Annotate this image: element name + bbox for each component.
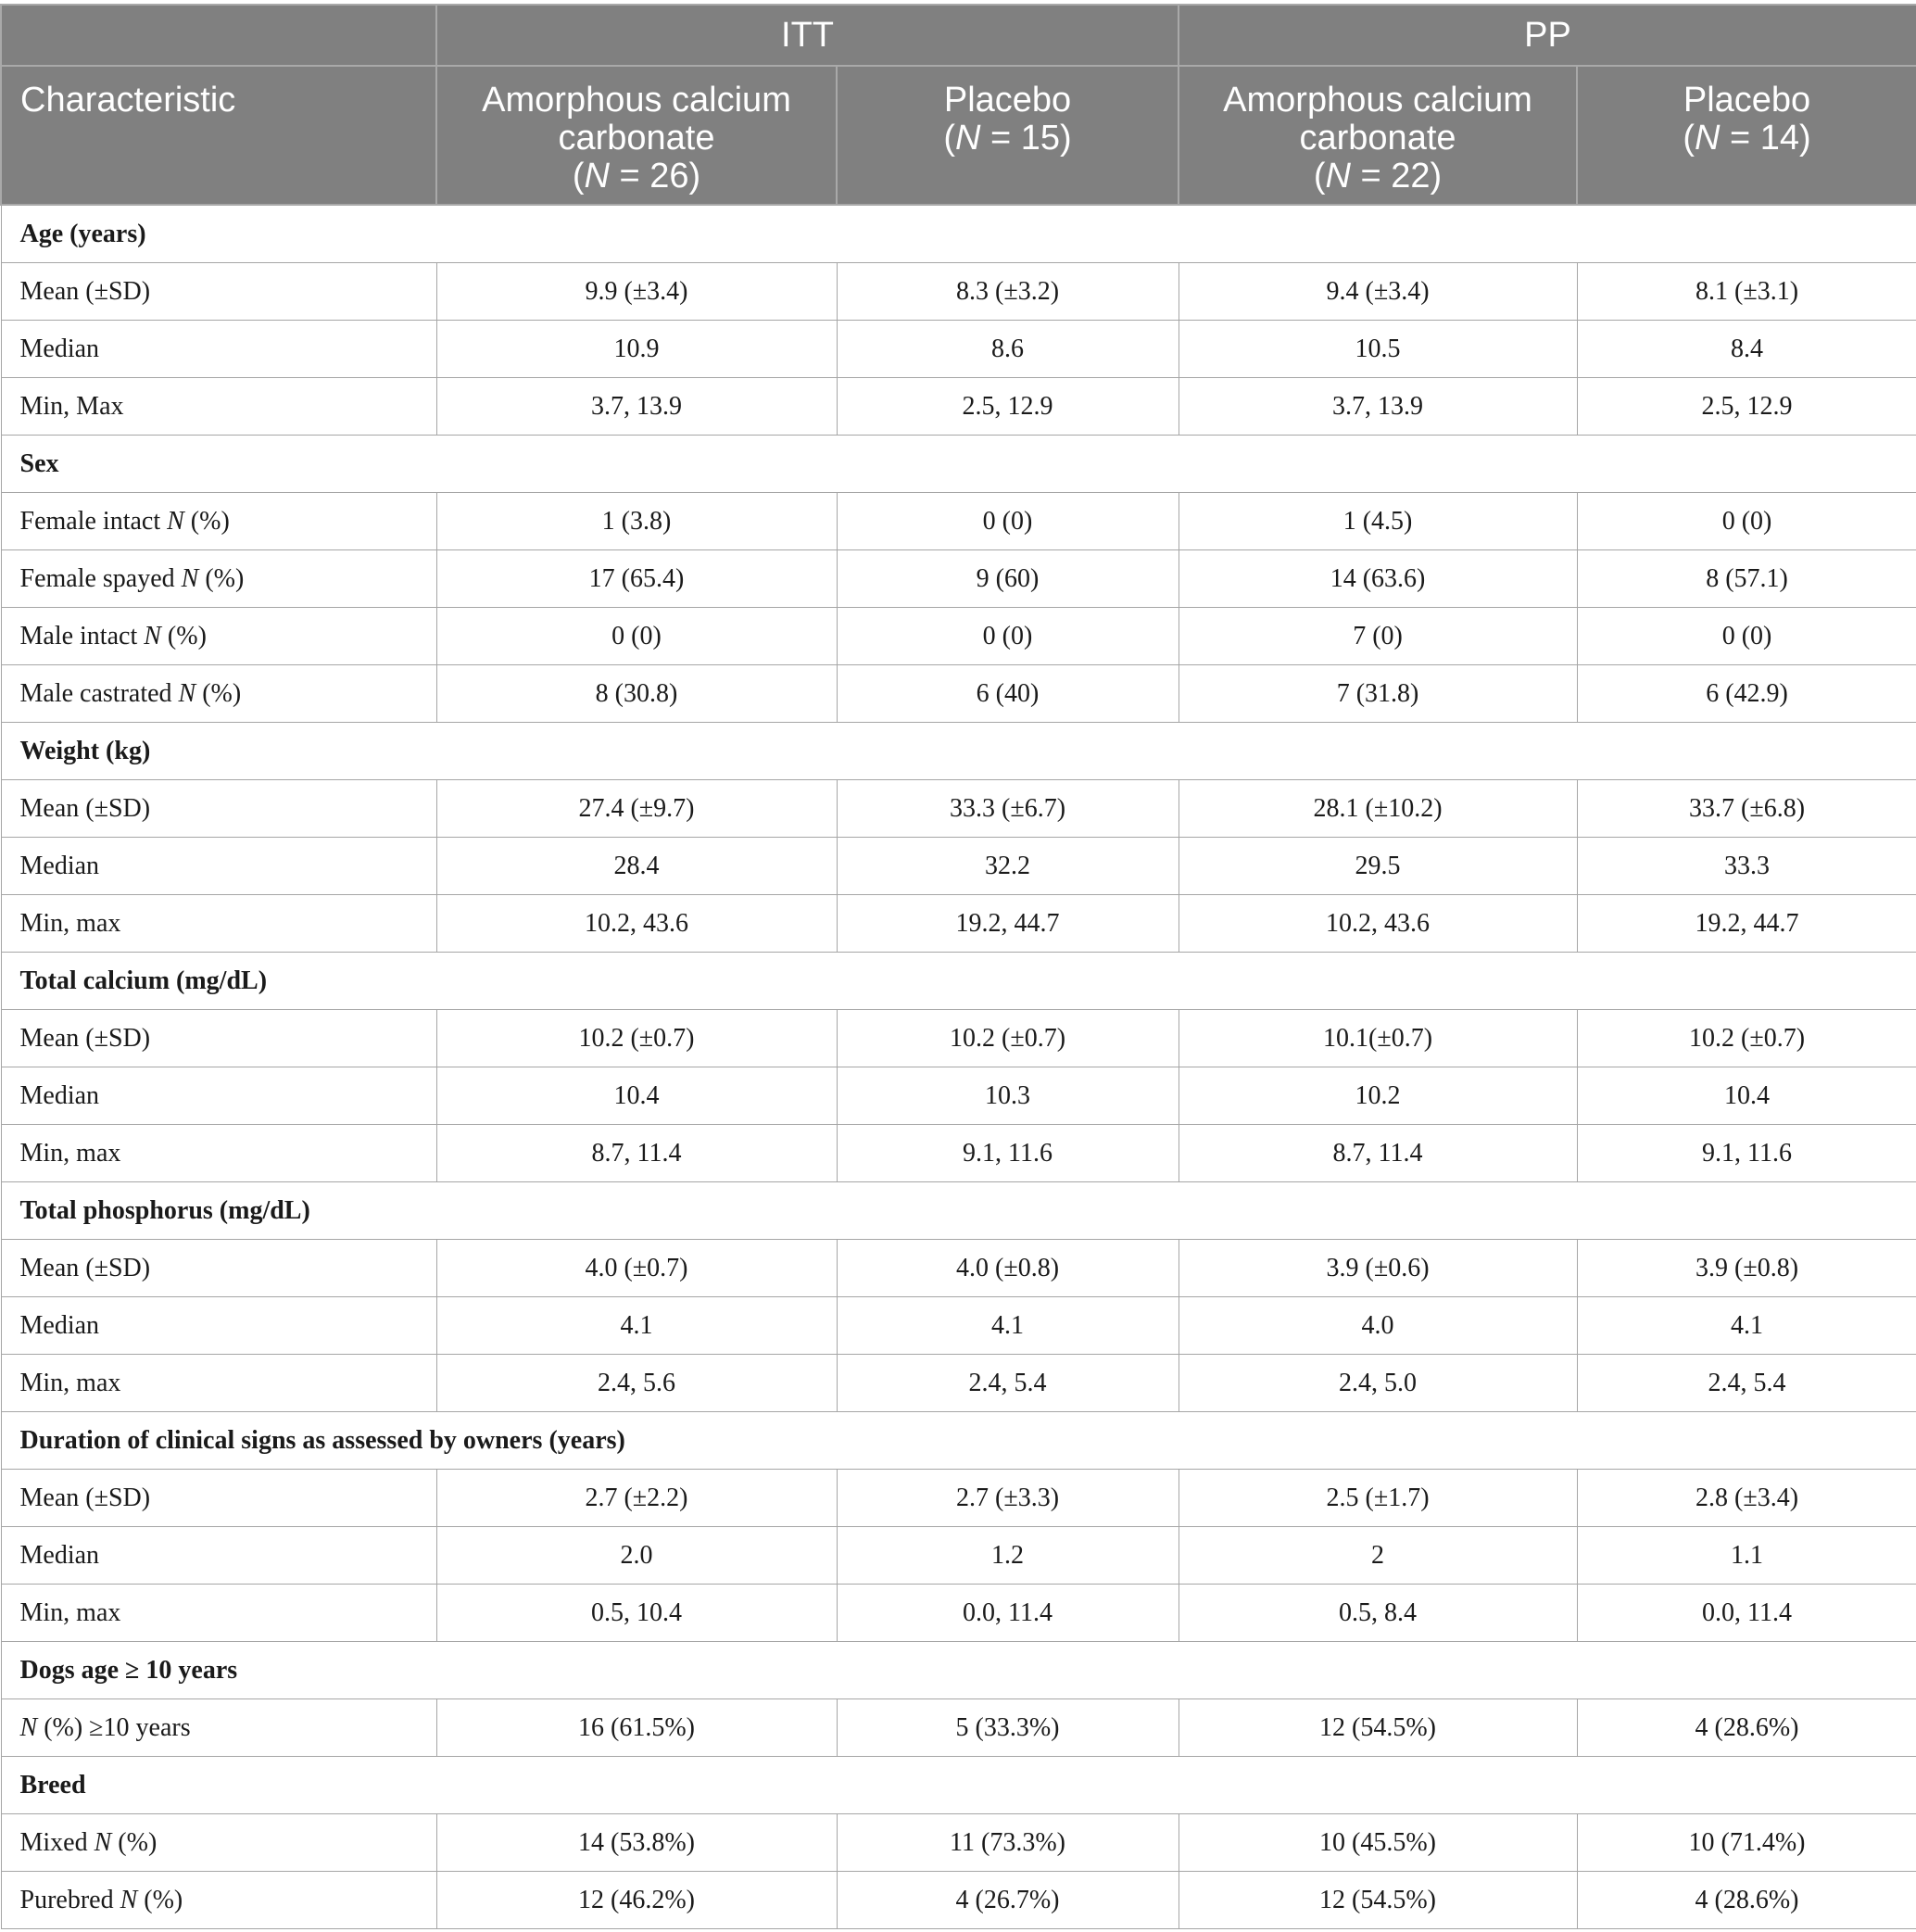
table-cell: 28.4	[436, 838, 837, 895]
table-cell: 9 (60)	[837, 550, 1179, 608]
table-cell: 8.1 (±3.1)	[1577, 263, 1916, 321]
table-cell: 6 (40)	[837, 665, 1179, 723]
section-row	[1, 723, 1916, 780]
header-col-pp-acc	[1179, 66, 1577, 205]
section-title: Breed	[1, 1757, 1916, 1814]
table-cell: 6 (42.9)	[1577, 665, 1916, 723]
row-label-text: Female spayed	[19, 563, 182, 593]
section-row	[1, 953, 1916, 1010]
table-cell: 4 (28.6%)	[1577, 1872, 1916, 1929]
table-cell: 3.7, 13.9	[1179, 378, 1577, 436]
section-row	[1, 1642, 1916, 1699]
n-symbol: N	[954, 119, 981, 158]
section-row	[1, 1757, 1916, 1814]
row-label: Min, max	[1, 1585, 436, 1642]
table-cell: 1 (4.5)	[1179, 493, 1577, 550]
table-cell: 12 (46.2%)	[436, 1872, 837, 1929]
row-label-n: N	[120, 1885, 138, 1914]
row-label-text: Mixed	[19, 1827, 95, 1857]
table-cell: 9.9 (±3.4)	[436, 263, 837, 321]
row-label-suffix: (%)	[137, 1885, 183, 1914]
table-cell: 2.7 (±3.3)	[837, 1470, 1179, 1527]
header-col-line2: carbonate	[558, 119, 715, 158]
table-cell: 0.5, 10.4	[436, 1585, 837, 1642]
table-cell: 2.4, 5.4	[1577, 1355, 1916, 1412]
row-label-suffix: (%)	[183, 506, 230, 536]
row-label-text: Male castrated	[19, 678, 179, 708]
row-label	[1, 550, 436, 608]
row-label-n: N	[19, 1712, 38, 1742]
row-label	[1, 665, 436, 723]
table-cell: 2	[1179, 1527, 1577, 1585]
table-cell: 10.5	[1179, 321, 1577, 378]
table-cell: 4.1	[837, 1297, 1179, 1355]
header-col-n	[437, 158, 836, 196]
table-cell: 0 (0)	[837, 608, 1179, 665]
table-cell: 2.8 (±3.4)	[1577, 1470, 1916, 1527]
table-cell: 10 (45.5%)	[1179, 1814, 1577, 1872]
row-label	[1, 1814, 436, 1872]
table-cell: 33.3	[1577, 838, 1916, 895]
table-cell: 14 (63.6)	[1179, 550, 1577, 608]
table-cell: 2.0	[436, 1527, 837, 1585]
table-cell: 10.4	[1577, 1067, 1916, 1125]
table-cell: 11 (73.3%)	[837, 1814, 1179, 1872]
table-cell: 14 (53.8%)	[436, 1814, 837, 1872]
table-cell: 7 (31.8)	[1179, 665, 1577, 723]
table-row	[1, 1470, 1916, 1527]
table-cell: 4.0 (±0.8)	[837, 1240, 1179, 1297]
table-row	[1, 838, 1916, 895]
header-col-itt-acc	[436, 66, 837, 205]
section-row	[1, 436, 1916, 493]
row-label-suffix: (%)	[198, 563, 245, 593]
table-row	[1, 665, 1916, 723]
table-cell: 1 (3.8)	[436, 493, 837, 550]
row-label: Min, max	[1, 895, 436, 953]
table-cell: 0.5, 8.4	[1179, 1585, 1577, 1642]
section-title: Age (years)	[1, 205, 1916, 263]
table-cell: 0.0, 11.4	[837, 1585, 1179, 1642]
table-cell: 0 (0)	[837, 493, 1179, 550]
table-row	[1, 1355, 1916, 1412]
section-title: Total calcium (mg/dL)	[1, 953, 1916, 1010]
header-column-row	[1, 66, 1916, 205]
header-col-n	[838, 120, 1178, 158]
section-title: Sex	[1, 436, 1916, 493]
table-cell: 0.0, 11.4	[1577, 1585, 1916, 1642]
table-cell: 2.5 (±1.7)	[1179, 1470, 1577, 1527]
header-col-n	[1578, 120, 1916, 158]
row-label: Min, Max	[1, 378, 436, 436]
n-value: = 26)	[609, 157, 701, 196]
table-cell: 3.9 (±0.6)	[1179, 1240, 1577, 1297]
table-cell: 10 (71.4%)	[1577, 1814, 1916, 1872]
n-value: = 15)	[980, 119, 1072, 158]
table-cell: 7 (0)	[1179, 608, 1577, 665]
table-row	[1, 1814, 1916, 1872]
table-cell: 10.1(±0.7)	[1179, 1010, 1577, 1067]
section-title: Dogs age ≥ 10 years	[1, 1642, 1916, 1699]
table-row	[1, 1297, 1916, 1355]
table-cell: 4.1	[436, 1297, 837, 1355]
table-row	[1, 1125, 1916, 1182]
row-label-text: Female intact	[19, 506, 168, 536]
row-label-n: N	[181, 563, 199, 593]
table-cell: 10.9	[436, 321, 837, 378]
table-cell: 12 (54.5%)	[1179, 1699, 1577, 1757]
row-label: Median	[1, 838, 436, 895]
table-cell: 4.1	[1577, 1297, 1916, 1355]
row-label: Median	[1, 1527, 436, 1585]
row-label	[1, 493, 436, 550]
table-cell: 10.2	[1179, 1067, 1577, 1125]
header-col-line1: Placebo	[1683, 81, 1811, 120]
row-label-n: N	[144, 621, 161, 650]
n-prefix: (	[1313, 157, 1326, 196]
section-row	[1, 205, 1916, 263]
table-cell: 29.5	[1179, 838, 1577, 895]
table-cell: 2.4, 5.6	[436, 1355, 837, 1412]
table-row	[1, 263, 1916, 321]
header-blank-cell	[1, 5, 436, 66]
table-cell: 3.9 (±0.8)	[1577, 1240, 1916, 1297]
table-cell: 1.2	[837, 1527, 1179, 1585]
table-cell: 0 (0)	[436, 608, 837, 665]
table-row	[1, 378, 1916, 436]
table-cell: 10.2, 43.6	[1179, 895, 1577, 953]
table-cell: 4.0	[1179, 1297, 1577, 1355]
table-row	[1, 1872, 1916, 1929]
header-col-line1: Amorphous calcium	[1223, 81, 1532, 120]
table-cell: 9.1, 11.6	[837, 1125, 1179, 1182]
table-header	[1, 5, 1916, 205]
row-label	[1, 1872, 436, 1929]
header-col-line1: Placebo	[943, 81, 1072, 120]
table-cell: 28.1 (±10.2)	[1179, 780, 1577, 838]
n-symbol: N	[1695, 119, 1721, 158]
table-cell: 8 (30.8)	[436, 665, 837, 723]
table-row	[1, 550, 1916, 608]
table-cell: 10.2 (±0.7)	[436, 1010, 837, 1067]
table-cell: 2.4, 5.4	[837, 1355, 1179, 1412]
header-characteristic: Characteristic	[1, 66, 436, 205]
table-row	[1, 1699, 1916, 1757]
table-cell: 33.3 (±6.7)	[837, 780, 1179, 838]
row-label: Mean (±SD)	[1, 780, 436, 838]
table-cell: 2.7 (±2.2)	[436, 1470, 837, 1527]
header-col-line1: Amorphous calcium	[482, 81, 791, 120]
header-group-itt: ITT	[436, 5, 1179, 66]
table-cell: 8.3 (±3.2)	[837, 263, 1179, 321]
header-group-row	[1, 5, 1916, 66]
table-cell: 2.4, 5.0	[1179, 1355, 1577, 1412]
table-row	[1, 608, 1916, 665]
table-row	[1, 1240, 1916, 1297]
table-cell: 5 (33.3%)	[837, 1699, 1179, 1757]
table-cell: 8.7, 11.4	[436, 1125, 837, 1182]
table-cell: 33.7 (±6.8)	[1577, 780, 1916, 838]
table-row	[1, 1527, 1916, 1585]
row-label: Median	[1, 1297, 436, 1355]
row-label: Mean (±SD)	[1, 1240, 436, 1297]
n-prefix: (	[1683, 119, 1695, 158]
table-cell: 0 (0)	[1577, 493, 1916, 550]
table-row	[1, 1010, 1916, 1067]
section-title: Weight (kg)	[1, 723, 1916, 780]
row-label: Mean (±SD)	[1, 1470, 436, 1527]
table-cell: 27.4 (±9.7)	[436, 780, 837, 838]
table-cell: 10.4	[436, 1067, 837, 1125]
table-cell: 8.6	[837, 321, 1179, 378]
table-cell: 10.2 (±0.7)	[1577, 1010, 1916, 1067]
row-label-suffix: (%)	[195, 678, 242, 708]
n-value: = 22)	[1350, 157, 1443, 196]
table-row	[1, 493, 1916, 550]
table-cell: 19.2, 44.7	[837, 895, 1179, 953]
section-title: Duration of clinical signs as assessed by owners (years)	[1, 1412, 1916, 1470]
table-cell: 4 (28.6%)	[1577, 1699, 1916, 1757]
row-label: Min, max	[1, 1125, 436, 1182]
header-col-line2: carbonate	[1299, 119, 1456, 158]
row-label	[1, 608, 436, 665]
table-row	[1, 780, 1916, 838]
table-cell: 8 (57.1)	[1577, 550, 1916, 608]
section-title: Total phosphorus (mg/dL)	[1, 1182, 1916, 1240]
table-cell: 19.2, 44.7	[1577, 895, 1916, 953]
n-value: = 14)	[1720, 119, 1811, 158]
table-row	[1, 1067, 1916, 1125]
table-cell: 0 (0)	[1577, 608, 1916, 665]
table-cell: 32.2	[837, 838, 1179, 895]
table-cell: 1.1	[1577, 1527, 1916, 1585]
section-row	[1, 1182, 1916, 1240]
row-label-n: N	[94, 1827, 112, 1857]
table-cell: 9.1, 11.6	[1577, 1125, 1916, 1182]
row-label-suffix: (%)	[160, 621, 207, 650]
n-symbol: N	[584, 157, 610, 196]
table-cell: 4.0 (±0.7)	[436, 1240, 837, 1297]
n-prefix: (	[572, 157, 585, 196]
characteristics-table	[0, 4, 1916, 1929]
table-cell: 10.3	[837, 1067, 1179, 1125]
table-cell: 17 (65.4)	[436, 550, 837, 608]
header-group-pp: PP	[1179, 5, 1916, 66]
section-row	[1, 1412, 1916, 1470]
row-label: Mean (±SD)	[1, 1010, 436, 1067]
row-label-n: N	[178, 678, 196, 708]
row-label: Mean (±SD)	[1, 263, 436, 321]
table-cell: 4 (26.7%)	[837, 1872, 1179, 1929]
table-cell: 2.5, 12.9	[837, 378, 1179, 436]
table-cell: 16 (61.5%)	[436, 1699, 837, 1757]
table-cell: 10.2, 43.6	[436, 895, 837, 953]
n-symbol: N	[1325, 157, 1351, 196]
table-cell: 8.7, 11.4	[1179, 1125, 1577, 1182]
table-cell: 3.7, 13.9	[436, 378, 837, 436]
table-row	[1, 321, 1916, 378]
row-label	[1, 1699, 436, 1757]
table-cell: 12 (54.5%)	[1179, 1872, 1577, 1929]
table-row	[1, 895, 1916, 953]
header-col-itt-placebo	[837, 66, 1179, 205]
row-label-suffix: (%)	[111, 1827, 158, 1857]
table-cell: 2.5, 12.9	[1577, 378, 1916, 436]
table-cell: 10.2 (±0.7)	[837, 1010, 1179, 1067]
header-col-pp-placebo	[1577, 66, 1916, 205]
row-label: Median	[1, 321, 436, 378]
row-label-n: N	[167, 506, 184, 536]
row-label-text: Purebred	[19, 1885, 120, 1914]
row-label-text: Male intact	[19, 621, 145, 650]
table-row	[1, 1585, 1916, 1642]
row-label-suffix: (%) ≥10 years	[37, 1712, 191, 1742]
row-label: Median	[1, 1067, 436, 1125]
table-cell: 8.4	[1577, 321, 1916, 378]
table-body	[1, 205, 1916, 1929]
row-label: Min, max	[1, 1355, 436, 1412]
table-cell: 9.4 (±3.4)	[1179, 263, 1577, 321]
header-col-n	[1179, 158, 1576, 196]
n-prefix: (	[943, 119, 955, 158]
